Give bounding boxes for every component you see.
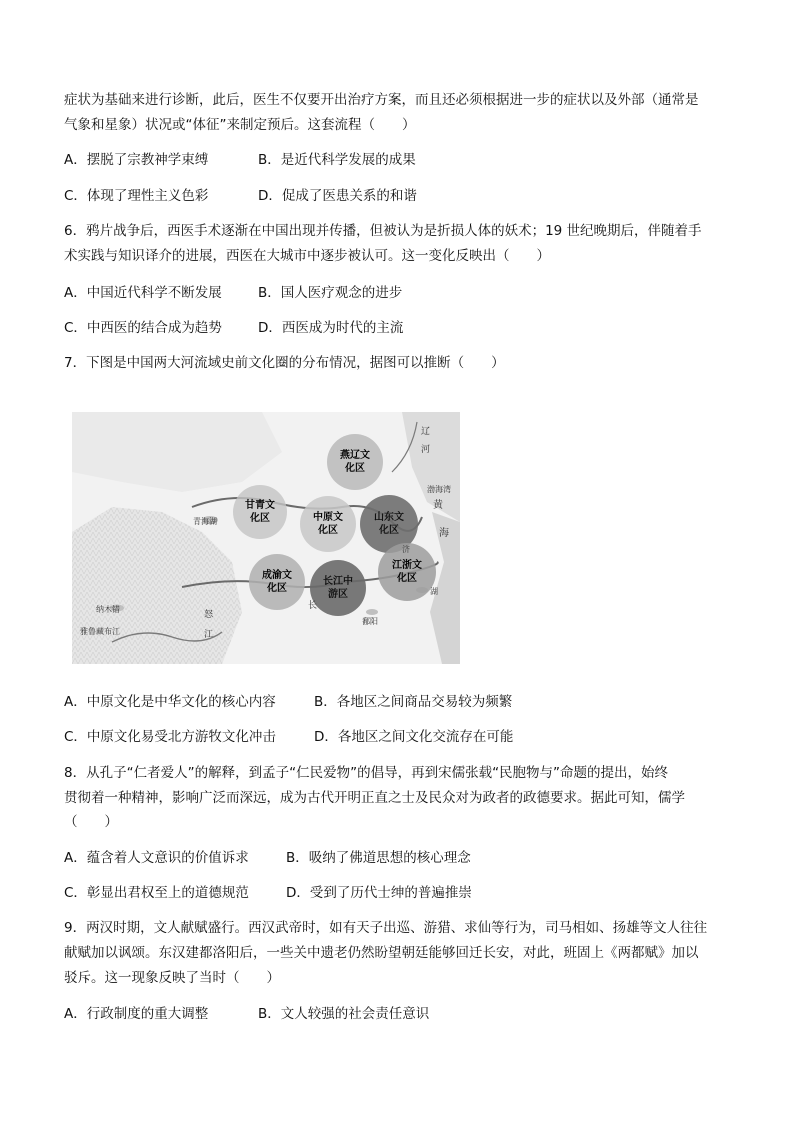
label-changjiang-2: 游区 xyxy=(328,589,348,600)
q7-option-d: D．各地区之间文化交流存在可能 xyxy=(314,729,514,745)
label-ji: 济 xyxy=(402,545,410,554)
q6-option-b: B．国人医疗观念的进步 xyxy=(258,285,403,301)
q7-option-c: C．中原文化易受北方游牧文化冲击 xyxy=(64,729,276,745)
label-liao: 辽 xyxy=(421,427,431,437)
culture-circle-yanliao xyxy=(327,434,383,490)
label-zhongyuan-1: 中原文 xyxy=(313,512,343,523)
q7-option-a: A．中原文化是中华文化的核心内容 xyxy=(64,694,276,710)
q5-option-a: A．摆脱了宗教神学束缚 xyxy=(64,152,209,168)
poyang-lake xyxy=(366,609,378,615)
label-yanliao-1: 燕辽文 xyxy=(340,450,370,461)
culture-circle-chengyu xyxy=(249,554,305,610)
q6-option-d: D．西医成为时代的主流 xyxy=(258,320,404,336)
label-chang: 长 xyxy=(308,601,318,611)
q6-option-c: C．中西医的结合成为趋势 xyxy=(64,320,222,336)
label-he: 河 xyxy=(421,445,431,455)
q5-option-c: C．体现了理性主义色彩 xyxy=(64,188,209,204)
label-shandong-2: 化区 xyxy=(379,525,399,536)
q5-stem-line1: 症状为基础来进行诊断，此后，医生不仅要开出治疗方案，而且还必须根据进一步的症状以及外部（通常是 xyxy=(64,92,699,108)
label-chengyu-1: 成渝文 xyxy=(262,570,292,581)
label-ganqing-1: 甘青文 xyxy=(245,500,275,511)
q6-option-a: A．中国近代科学不断发展 xyxy=(64,285,222,301)
label-hai: 海 xyxy=(439,528,449,539)
q8-option-c: C．彰显出君权至上的道德规范 xyxy=(64,885,249,901)
q9-option-a: A．行政制度的重大调整 xyxy=(64,1006,209,1022)
label-chengyu-2: 化区 xyxy=(267,583,287,594)
label-yarlung: 雅鲁藏布江 xyxy=(80,627,120,636)
label-jiangzhe-2: 化区 xyxy=(397,573,417,584)
label-yanliao-2: 化区 xyxy=(345,463,365,474)
culture-circle-zhongyuan xyxy=(300,496,356,552)
q8-option-b: B．吸纳了佛道思想的核心理念 xyxy=(286,850,471,866)
label-ganqing-2: 化区 xyxy=(250,513,270,524)
label-taihu: 湖 xyxy=(430,587,438,596)
q6-stem-line1: 6．鸦片战争后，西医手术逐渐在中国出现并传播，但被认为是折损人体的妖术；19 世纪晚期后，伴随着手 xyxy=(64,223,702,239)
q9-stem-line2: 献赋加以讽颂。东汉建都洛阳后，一些关中遗老仍然盼望朝廷能够回迁长安，对此，班固上《两都赋》加以 xyxy=(64,945,699,961)
label-zhongyuan-2: 化区 xyxy=(318,525,338,536)
label-jiang: 江 xyxy=(204,630,214,640)
label-changjiang-1: 长江中 xyxy=(323,576,353,587)
q7-stem: 7．下图是中国两大河流域史前文化圈的分布情况，据图可以推断（ ） xyxy=(64,355,505,371)
label-jiangzhe-1: 江浙文 xyxy=(392,560,422,571)
q8-option-d: D．受到了历代士绅的普遍推崇 xyxy=(286,885,472,901)
label-nu: 怒 xyxy=(204,610,214,620)
q5-option-d: D．促成了医患关系的和谐 xyxy=(258,188,417,204)
label-huang: 黄 xyxy=(433,500,443,511)
q5-option-b: B．是近代科学发展的成果 xyxy=(258,152,416,168)
label-bohai: 渤海湾 xyxy=(427,485,451,494)
q9-stem-line1: 9．两汉时期，文人献赋盛行。西汉武帝时，如有天子出巡、游猎、求仙等行为，司马相如、扬雄等文人往往 xyxy=(64,920,708,936)
q8-stem-line3: （ ） xyxy=(64,814,118,830)
q5-stem-line2: 气象和星象）状况或“体征”来制定预后。这套流程（ ） xyxy=(64,117,416,133)
q9-stem-line3: 驳斥。这一现象反映了当时（ ） xyxy=(64,970,280,986)
prehistoric-culture-map xyxy=(72,412,460,664)
q8-option-a: A．蕴含着人文意识的价值诉求 xyxy=(64,850,249,866)
q8-stem-line1: 8．从孔子“仁者爱人”的解释，到孟子“仁民爱物”的倡导，再到宋儒张载“民胞物与”命题的提出，始终 xyxy=(64,765,669,781)
culture-circle-changjiang xyxy=(310,560,366,616)
q7-option-b: B．各地区之间商品交易较为频繁 xyxy=(314,694,513,710)
label-nacuo: 纳木错 xyxy=(96,605,120,614)
q8-stem-line2: 贯彻着一种精神，影响广泛而深远，成为古代开明正直之士及民众对为政者的政德要求。据此可知，儒学 xyxy=(64,790,685,806)
label-qinghaihu: 青海湖 xyxy=(193,517,217,526)
label-poyang: 鄱阳 xyxy=(362,617,378,626)
label-shandong-1: 山东文 xyxy=(374,512,404,523)
q6-stem-line2: 术实践与知识译介的进展，西医在大城市中逐步被认可。这一变化反映出（ ） xyxy=(64,248,550,264)
q9-option-b: B．文人较强的社会责任意识 xyxy=(258,1006,430,1022)
culture-circle-ganqing xyxy=(233,485,287,539)
